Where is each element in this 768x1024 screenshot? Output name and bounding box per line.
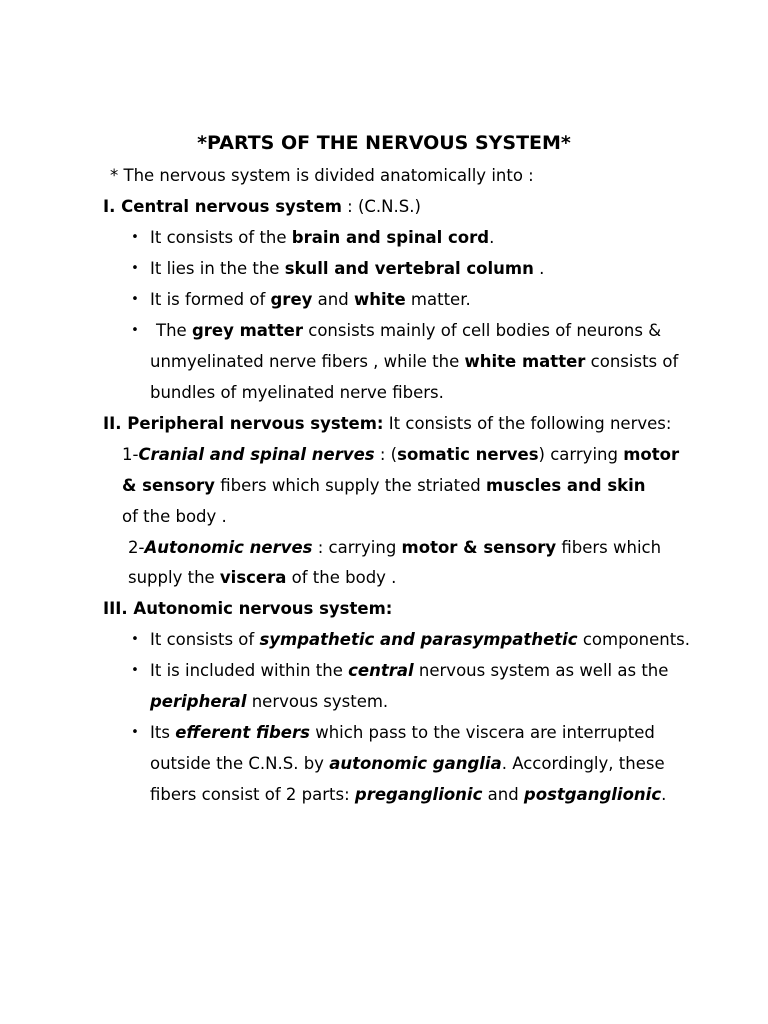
ans-bullet-1: It consists of sympathetic and parasympathetic components. xyxy=(150,630,691,649)
ans-bullet-3-line-3: fibers consist of 2 parts: preganglionic and postganglionic. xyxy=(150,785,667,804)
pns-item-1-line-1: 1-Cranial and spinal nerves : (somatic nerves) carrying motor xyxy=(122,445,680,464)
cns-heading-line xyxy=(103,196,421,218)
pns-heading: II. Peripheral nervous system: xyxy=(103,414,384,433)
pns-heading-line: II. Peripheral nervous system: It consists of the following nerves: xyxy=(103,414,672,433)
bullet-icon: • xyxy=(131,230,139,245)
bullet-icon: • xyxy=(131,292,139,307)
bullet-icon: • xyxy=(131,632,139,647)
bullet-icon: • xyxy=(131,323,139,338)
cns-bullet-2: It lies in the the skull and vertebral column . xyxy=(150,259,545,278)
pns-item-2-line-1: 2-Autonomic nerves : carrying motor & sensory fibers which xyxy=(128,538,662,557)
cns-bullet-4-line-2: unmyelinated nerve fibers , while the white matter consists of xyxy=(150,352,679,371)
ans-heading-line xyxy=(103,598,392,620)
bullet-icon: • xyxy=(131,261,139,276)
cns-bullet-4-line-1: The grey matter consists mainly of cell bodies of neurons & xyxy=(156,321,662,340)
ans-bullet-2-line-1: It is included within the central nervous system as well as the xyxy=(150,661,669,680)
cns-heading: I. Central nervous system xyxy=(103,197,342,216)
ans-heading: III. Autonomic nervous system: xyxy=(103,599,393,618)
bullet-icon: • xyxy=(131,663,139,678)
pns-item-2-line-2: supply the viscera of the body . xyxy=(128,568,397,587)
ans-bullet-2-line-2: peripheral nervous system. xyxy=(150,692,389,711)
bullet-icon: • xyxy=(131,725,139,740)
cns-bullet-1: It consists of the brain and spinal cord. xyxy=(150,228,495,247)
pns-item-1-line-3: of the body . xyxy=(122,507,227,526)
cns-abbr: : (C.N.S.) xyxy=(341,197,421,216)
page-title: *PARTS OF THE NERVOUS SYSTEM* xyxy=(197,132,571,154)
ans-bullet-3-line-2: outside the C.N.S. by autonomic ganglia. Accordingly, these xyxy=(150,754,665,773)
pns-item-1-line-2: & sensory fibers which supply the striated muscles and skin xyxy=(122,476,646,495)
intro-text: * The nervous system is divided anatomically into : xyxy=(110,166,534,185)
cns-bullet-3: It is formed of grey and white matter. xyxy=(150,290,471,309)
cns-bullet-4-line-3: bundles of myelinated nerve fibers. xyxy=(150,383,444,402)
ans-bullet-3-line-1: Its efferent fibers which pass to the viscera are interrupted xyxy=(150,723,655,742)
